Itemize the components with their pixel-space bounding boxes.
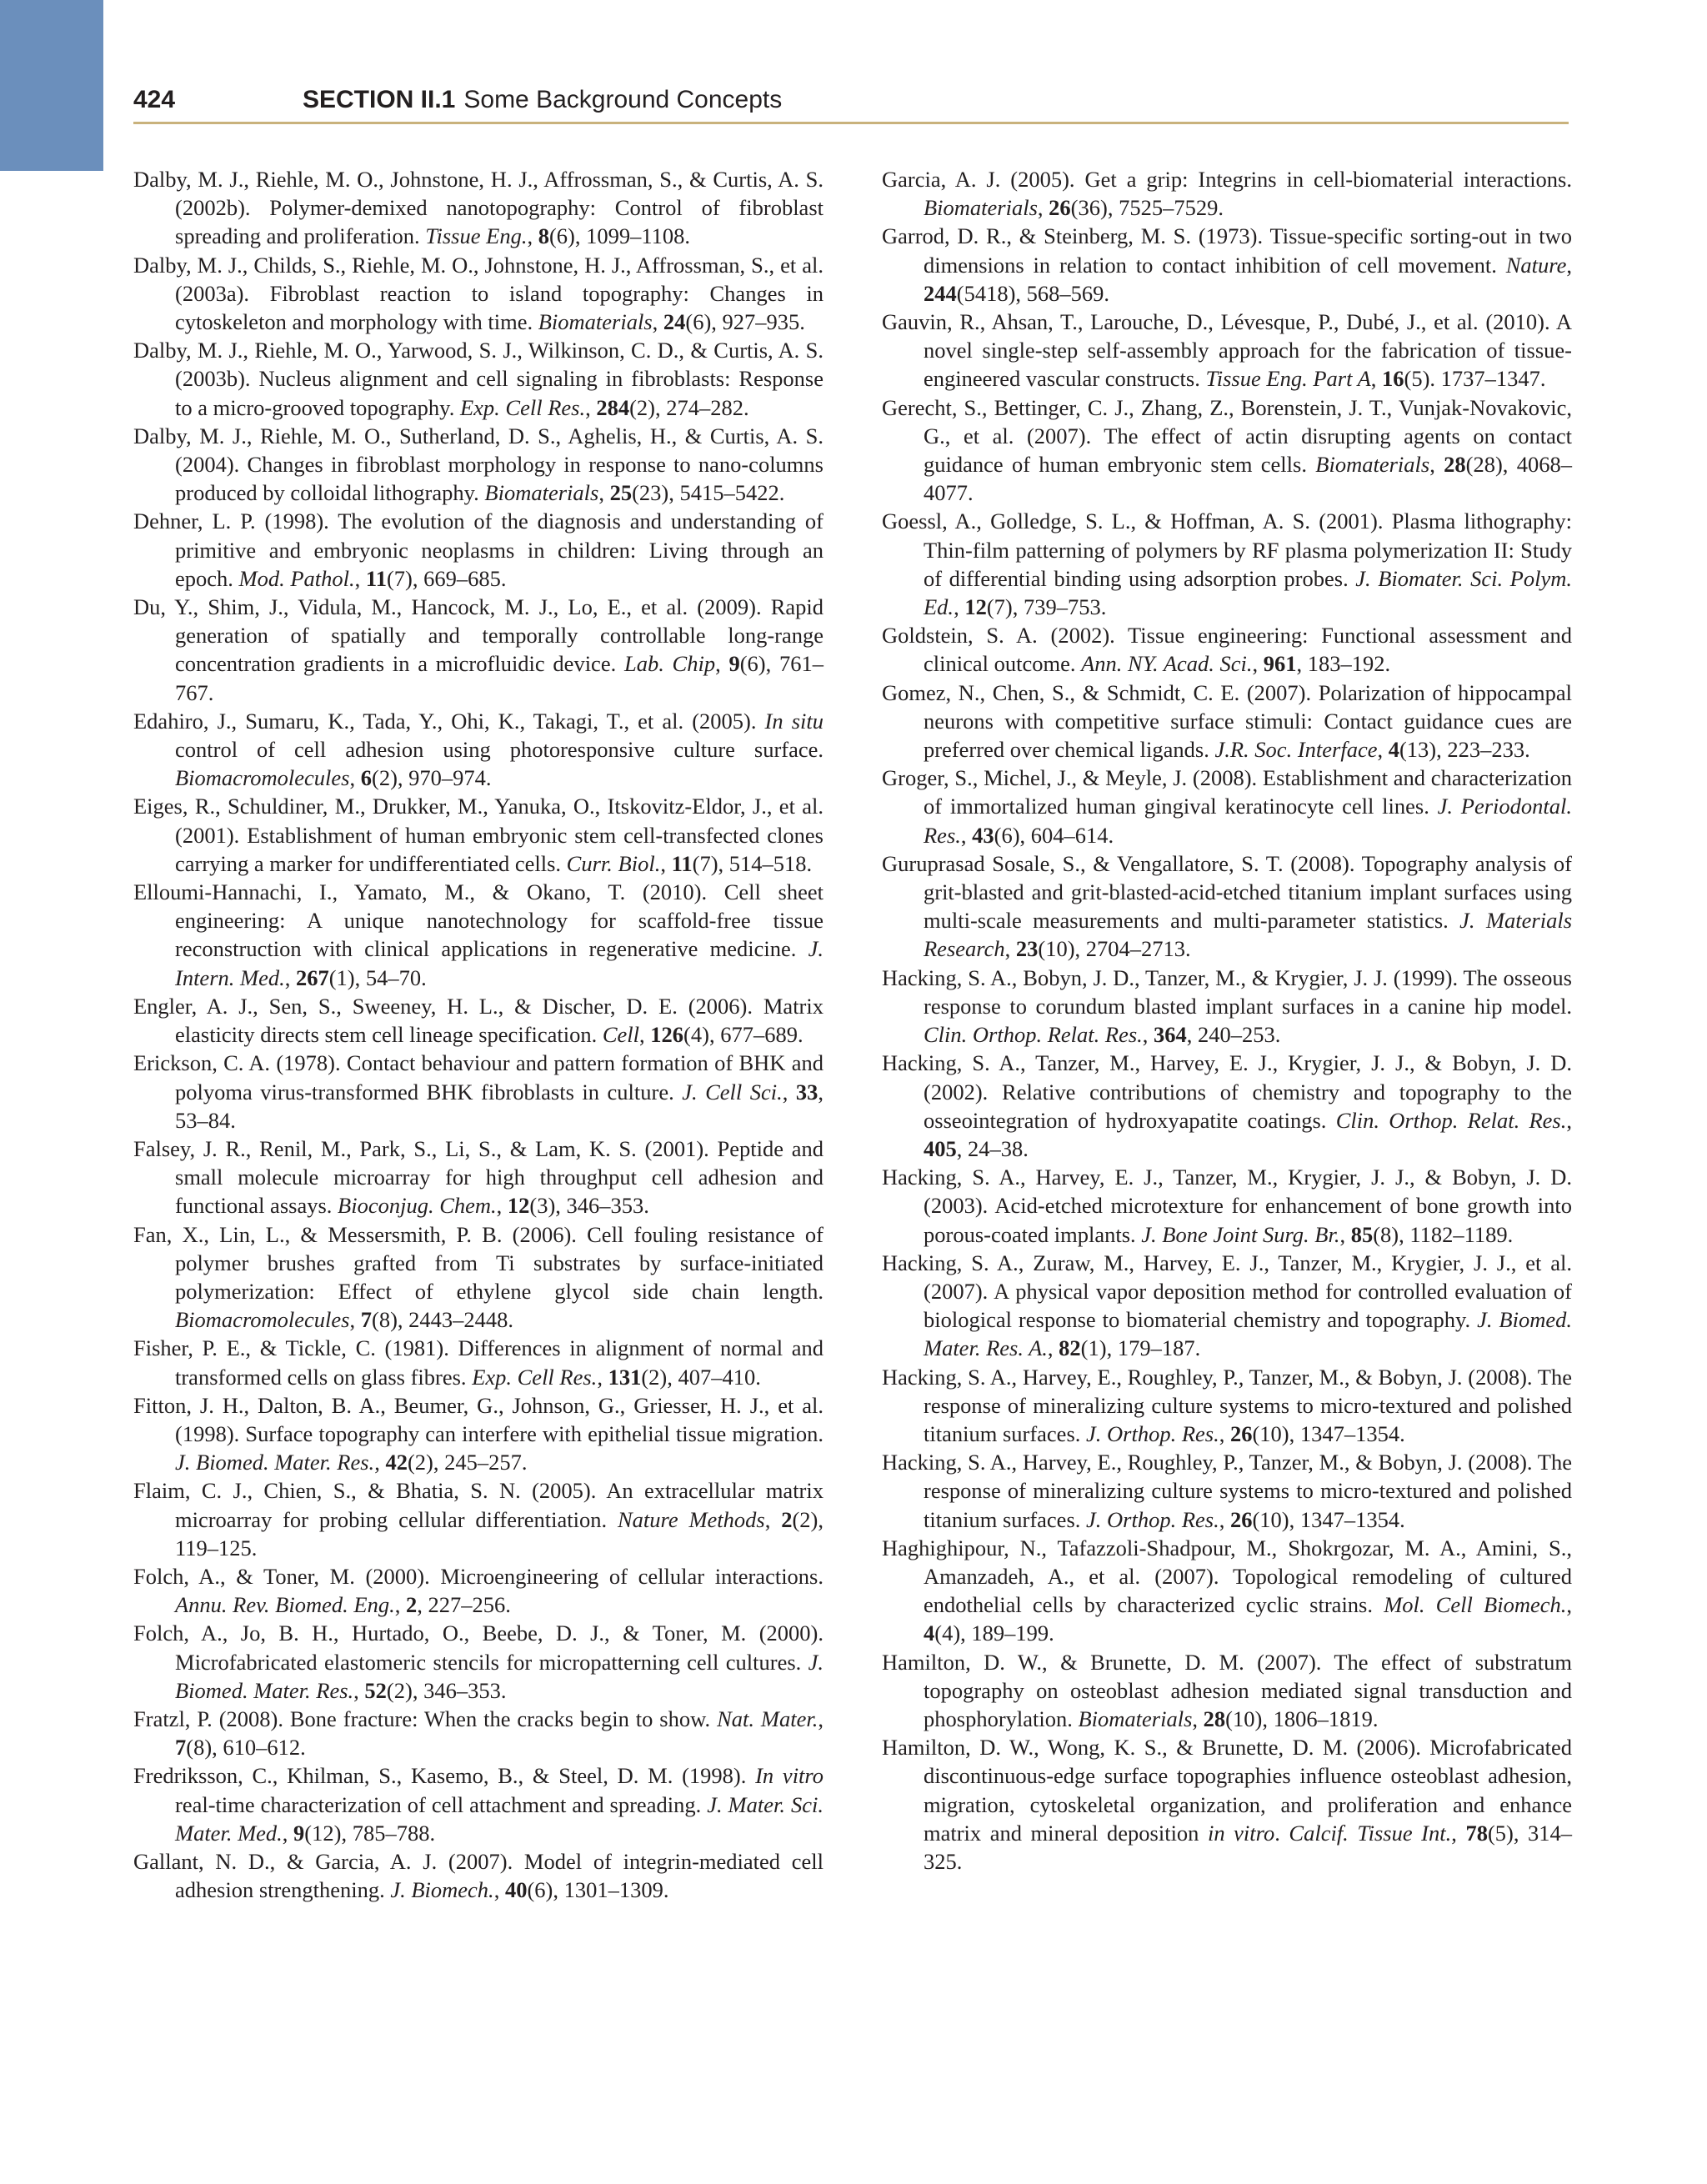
- reference-text: ,: [374, 1450, 386, 1475]
- reference-text: (8), 2443–2448.: [372, 1307, 514, 1333]
- reference-journal: In situ: [764, 708, 823, 734]
- reference-entry: [133, 165, 823, 251]
- reference-text: Fredriksson, C., Khilman, S., Kasemo, B., & Steel, D. M. (1998).: [133, 1763, 756, 1789]
- reference-volume: 244: [924, 280, 957, 306]
- reference-text: (36), 7525–7529.: [1070, 195, 1224, 221]
- reference-text: (2), 970–974.: [372, 765, 492, 791]
- reference-volume: 405: [924, 1135, 957, 1161]
- reference-entry: [133, 593, 823, 707]
- reference-entry: [133, 1705, 823, 1761]
- reference-journal: Biomaterials: [538, 309, 653, 335]
- reference-entry: [133, 1761, 823, 1847]
- reference-entry: [133, 1476, 823, 1562]
- reference-column-left: [133, 165, 823, 1904]
- reference-text: Dalby, M. J., Riehle, M. O., Yarwood, S. J., Wilkinson, C. D., & Curtis, A. S. (2003b). Nucleus alignment and cell signaling in fibroblasts: Response to a micro-grooved topography.: [133, 338, 823, 420]
- reference-volume: 6: [360, 765, 372, 791]
- reference-text: ,: [354, 565, 366, 591]
- reference-text: , 53–84.: [175, 1079, 823, 1133]
- reference-text: ,: [954, 594, 965, 620]
- reference-journal: Exp. Cell Res.: [459, 394, 586, 420]
- reference-text: Hamilton, D. W., & Brunette, D. M. (2007). The effect of substratum topography on osteoblast adhesion mediated signal transduction and phosphorylation.: [882, 1649, 1572, 1731]
- reference-volume: 26: [1229, 1420, 1253, 1446]
- reference-volume: 961: [1263, 651, 1297, 677]
- reference-text: .: [1274, 1820, 1289, 1846]
- reference-text: Goessl, A., Golledge, S. L., & Hoffman, A. S. (2001). Plasma lithography: Thin-film patterning of polymers by RF plasma polymerization II: Study of differential binding using adsorption probes.: [882, 508, 1572, 591]
- reference-journal: Lab. Chip: [623, 651, 716, 677]
- reference-text: ,: [1566, 1107, 1572, 1133]
- reference-volume: 40: [504, 1877, 528, 1903]
- reference-text: ,: [1377, 737, 1389, 763]
- reference-journal: Biomaterials: [1315, 452, 1430, 478]
- reference-entry: [882, 1733, 1572, 1876]
- reference-text: ,: [598, 480, 610, 506]
- reference-text: , 24–38.: [956, 1135, 1029, 1161]
- reference-journal: Clin. Orthop. Relat. Res.: [924, 1022, 1143, 1048]
- reference-text: (13), 223–233.: [1399, 737, 1530, 763]
- reference-text: ,: [715, 651, 729, 677]
- reference-text: Hacking, S. A., Zuraw, M., Harvey, E. J., Tanzer, M., Krygier, J. J., et al. (2007). A physical vapor deposition method for controlled evaluation of biological response to biomaterial chemistry and topography.: [882, 1250, 1572, 1333]
- reference-entry: [133, 1391, 823, 1477]
- reference-text: (28), 4068–4077.: [924, 452, 1572, 506]
- reference-journal: J. Biomech.: [390, 1877, 494, 1903]
- reference-journal: J. Mater. Sci. Mater. Med.: [175, 1791, 823, 1846]
- reference-text: (8), 610–612.: [186, 1735, 306, 1761]
- reference-text: real-time characterization of cell attachment and spreading.: [175, 1791, 708, 1817]
- reference-entry: [882, 165, 1572, 222]
- reference-volume: 9: [728, 651, 740, 677]
- reference-text: ,: [960, 822, 973, 848]
- reference-entry: [882, 621, 1572, 678]
- reference-text: ,: [493, 1877, 505, 1903]
- reference-text: ,: [1192, 1706, 1204, 1731]
- reference-journal: Curr. Biol.: [566, 850, 661, 876]
- reference-volume: 4: [924, 1620, 935, 1646]
- reference-journal: Calcif. Tissue Int.: [1289, 1820, 1452, 1846]
- reference-volume: 26: [1049, 195, 1071, 221]
- reference-text: Dalby, M. J., Riehle, M. O., Johnstone, H. J., Affrossman, S., & Curtis, A. S. (2002b). Polymer-demixed nanotopography: Control of fibroblast spreading and proliferation.: [133, 167, 823, 249]
- reference-text: (1), 179–187.: [1080, 1335, 1201, 1361]
- reference-text: Garcia, A. J. (2005). Get a grip: Integrins in cell-biomaterial interactions.: [882, 167, 1572, 192]
- reference-text: (8), 1182–1189.: [1373, 1221, 1514, 1247]
- reference-column-right: [882, 165, 1572, 1876]
- reference-entry: [133, 1135, 823, 1220]
- reference-text: (6), 927–935.: [685, 309, 805, 335]
- reference-journal: J. Biomater. Sci. Polym. Ed.: [924, 565, 1572, 620]
- reference-text: Goldstein, S. A. (2002). Tissue engineering: Functional assessment and clinical outcome.: [882, 623, 1572, 677]
- reference-text: Hacking, S. A., Harvey, E., Roughley, P., Tanzer, M., & Bobyn, J. (2008). The response of mineralizing culture systems to micro-textured and polished titanium surfaces.: [882, 1450, 1572, 1532]
- reference-text: ,: [282, 1820, 294, 1846]
- reference-entry: [882, 1448, 1572, 1534]
- reference-journal: J. Periodontal. Res.: [924, 794, 1572, 848]
- reference-text: Gauvin, R., Ahsan, T., Larouche, D., Lévesque, P., Dubé, J., et al. (2010). A novel single-step self-assembly approach for the fabrication of tissue-engineered vascular constructs.: [882, 309, 1572, 392]
- reference-journal: Biomaterials: [1078, 1706, 1193, 1731]
- reference-text: (3), 346–353.: [529, 1193, 649, 1219]
- header-rule: [133, 122, 1569, 124]
- reference-entry: [882, 964, 1572, 1049]
- reference-entry: [882, 507, 1572, 621]
- reference-volume: 28: [1203, 1706, 1226, 1731]
- reference-text: (4), 677–689.: [683, 1022, 803, 1048]
- reference-text: (6), 1301–1309.: [527, 1877, 669, 1903]
- reference-volume: 2: [405, 1592, 418, 1618]
- reference-journal: J. Orthop. Res.: [1086, 1506, 1219, 1532]
- reference-text: Eiges, R., Schuldiner, M., Drukker, M., Yanuka, O., Itskovitz-Eldor, J., et al. (2001). Establishment of human embryonic stem cell-transfected clones carrying a marker for undifferentiated cells.: [133, 794, 823, 876]
- reference-text: Edahiro, J., Sumaru, K., Tada, Y., Ohi, K., Takagi, T., et al. (2005).: [133, 708, 765, 734]
- reference-journal: J.R. Soc. Interface: [1214, 737, 1378, 763]
- reference-text: ,: [639, 1022, 651, 1048]
- reference-text: (5). 1737–1347.: [1404, 366, 1546, 392]
- running-header: [133, 80, 1567, 120]
- reference-text: ,: [496, 1193, 508, 1219]
- reference-entry: [133, 422, 823, 508]
- reference-journal: Bioconjug. Chem.: [338, 1193, 497, 1219]
- reference-text: Dalby, M. J., Childs, S., Riehle, M. O., Johnstone, H. J., Affrossman, S., et al. (2003a). Fibroblast reaction to island topography: Changes in cytoskeleton and morphology with time.: [133, 252, 823, 335]
- reference-text: Guruprasad Sosale, S., & Vengallatore, S. T. (2008). Topography analysis of grit-blasted and grit-blasted-acid-etched titanium implant surfaces using multi-scale measurements and multi-parameter statistics.: [882, 850, 1572, 934]
- reference-text: ,: [527, 223, 538, 249]
- reference-journal: J. Materials Research: [924, 908, 1573, 962]
- reference-text: control of cell adhesion using photoresponsive culture surface.: [175, 737, 823, 763]
- reference-text: ,: [585, 394, 597, 420]
- reference-text: ,: [1219, 1506, 1230, 1532]
- reference-text: ,: [1142, 1022, 1154, 1048]
- reference-journal: J. Biomed. Mater. Res.: [175, 1649, 823, 1703]
- reference-entry: [133, 1334, 823, 1390]
- reference-volume: 9: [293, 1820, 305, 1846]
- reference-text: ,: [782, 1079, 796, 1105]
- reference-journal: J. Orthop. Res.: [1086, 1420, 1219, 1446]
- reference-entry: [882, 849, 1572, 964]
- reference-text: Hacking, S. A., Tanzer, M., Harvey, E. J., Krygier, J. J., & Bobyn, J. D. (2002). Relative contributions of chemistry and topography to the osseointegration of hydroxyapatite coatings.: [882, 1050, 1572, 1133]
- reference-text: ,: [652, 309, 663, 335]
- reference-text: ,: [764, 1506, 782, 1532]
- reference-text: (1), 54–70.: [328, 964, 427, 990]
- reference-entry: [882, 1534, 1572, 1648]
- reference-text: (23), 5415–5422.: [632, 480, 785, 506]
- reference-text: (2), 346–353.: [386, 1677, 507, 1703]
- reference-volume: 42: [385, 1450, 408, 1475]
- reference-text: ,: [1037, 195, 1049, 221]
- reference-journal: in vitro: [1207, 1820, 1275, 1846]
- reference-text: Dehner, L. P. (1998). The evolution of the diagnosis and understanding of primitive and embryonic neoplasms in children: Living through an epoch.: [133, 508, 823, 591]
- reference-volume: 131: [608, 1364, 642, 1390]
- reference-journal: Cell: [602, 1022, 640, 1048]
- reference-text: ,: [353, 1677, 365, 1703]
- reference-entry: [133, 1562, 823, 1619]
- reference-volume: 11: [365, 565, 387, 591]
- reference-text: (12), 785–788.: [304, 1820, 436, 1846]
- reference-text: ,: [1339, 1221, 1351, 1247]
- reference-text: Gomez, N., Chen, S., & Schmidt, C. E. (2007). Polarization of hippocampal neurons with competitive surface stimuli: Contact guidance cues are preferred over chemical ligands.: [882, 679, 1572, 763]
- reference-text: Hacking, S. A., Bobyn, J. D., Tanzer, M., & Krygier, J. J. (1999). The osseous response to corundum blasted implant surfaces in a canine hip model.: [882, 964, 1572, 1019]
- reference-volume: 4: [1388, 737, 1399, 763]
- reference-text: (10), 1347–1354.: [1252, 1506, 1405, 1532]
- reference-text: ,: [284, 964, 296, 990]
- reference-text: (6), 761–767.: [175, 651, 824, 705]
- reference-text: (5418), 568–569.: [956, 280, 1110, 306]
- reference-text: Folch, A., & Toner, M. (2000). Microengineering of cellular interactions.: [133, 1563, 823, 1589]
- reference-volume: 26: [1229, 1506, 1253, 1532]
- reference-journal: J. Biomed. Mater. Res.: [175, 1450, 375, 1475]
- reference-journal: J. Biomed. Mater. Res. A.: [924, 1307, 1572, 1361]
- reference-text: (2), 119–125.: [175, 1506, 823, 1560]
- reference-journal: Clin. Orthop. Relat. Res.: [1335, 1107, 1567, 1133]
- reference-text: ,: [1004, 936, 1016, 962]
- reference-volume: 7: [175, 1735, 187, 1761]
- reference-entry: [882, 1648, 1572, 1734]
- reference-volume: 85: [1350, 1221, 1374, 1247]
- reference-text: (7), 669–685.: [386, 565, 507, 591]
- reference-entry: [882, 393, 1572, 508]
- reference-volume: 25: [609, 480, 633, 506]
- reference-entry: [133, 1220, 823, 1335]
- reference-volume: 33: [795, 1079, 818, 1105]
- reference-volume: 43: [972, 822, 994, 848]
- reference-text: (7), 739–753.: [986, 594, 1107, 620]
- reference-entry: [133, 707, 823, 793]
- reference-entry: [882, 764, 1572, 849]
- reference-text: Erickson, C. A. (1978). Contact behaviour and pattern formation of BHK and polyoma virus-transformed BHK fibroblasts in culture.: [133, 1050, 823, 1105]
- reference-journal: J. Intern. Med.: [175, 936, 823, 990]
- reference-entry: [882, 1249, 1572, 1363]
- reference-entry: [882, 308, 1572, 393]
- reference-text: Du, Y., Shim, J., Vidula, M., Hancock, M. J., Lo, E., et al. (2009). Rapid generation of spatially and temporally controllable long-range concentration gradients in a microfluidic device.: [133, 594, 823, 677]
- reference-journal: J. Bone Joint Surg. Br.: [1141, 1221, 1340, 1247]
- reference-volume: 52: [364, 1677, 387, 1703]
- reference-volume: 126: [650, 1022, 684, 1048]
- reference-entry: [133, 336, 823, 422]
- reference-entry: [882, 679, 1572, 764]
- reference-text: , 183–192.: [1296, 651, 1391, 677]
- reference-text: ,: [394, 1592, 406, 1618]
- reference-text: Falsey, J. R., Renil, M., Park, S., Li, S., & Lam, K. S. (2001). Peptide and small molecule microarray for high throughput cell adhesion and functional assays.: [133, 1135, 823, 1219]
- reference-entry: [133, 1049, 823, 1135]
- page-number: 424: [133, 86, 176, 113]
- reference-volume: 12: [964, 594, 987, 620]
- reference-journal: Tissue Eng.: [425, 223, 528, 249]
- reference-text: (7), 514–518.: [692, 850, 813, 876]
- reference-text: (2), 407–410.: [641, 1364, 761, 1390]
- reference-journal: Nat. Mater.: [717, 1706, 818, 1731]
- reference-text: ,: [349, 1307, 361, 1333]
- reference-text: ,: [1047, 1335, 1059, 1361]
- reference-text: ,: [1252, 651, 1264, 677]
- reference-text: Elloumi-Hannachi, I., Yamato, M., & Okano, T. (2010). Cell sheet engineering: A unique nanotechnology for scaffold-free tissue reconstruction with clinical applications in regenerative medicine.: [133, 879, 823, 962]
- reference-entry: [133, 992, 823, 1049]
- reference-text: Dalby, M. J., Riehle, M. O., Sutherland, D. S., Aghelis, H., & Curtis, A. S. (2004). Changes in fibroblast morphology in response to nano-columns produced by colloidal lithography.: [133, 423, 823, 506]
- reference-journal: Tissue Eng. Part A: [1205, 366, 1371, 392]
- reference-volume: 284: [596, 394, 630, 420]
- reference-text: (6), 604–614.: [994, 822, 1114, 848]
- reference-text: Hacking, S. A., Harvey, E. J., Tanzer, M., Krygier, J. J., & Bobyn, J. D. (2003). Acid-etched microtexture for enhancement of bone growth into porous-coated implants.: [882, 1165, 1572, 1247]
- reference-journal: Mod. Pathol.: [238, 565, 355, 591]
- reference-journal: Biomaterials: [924, 195, 1038, 221]
- reference-volume: 24: [663, 309, 686, 335]
- reference-journal: J. Cell Sci.: [682, 1079, 783, 1105]
- reference-entry: [133, 251, 823, 337]
- reference-journal: Exp. Cell Res.: [472, 1364, 598, 1390]
- reference-volume: 364: [1154, 1022, 1187, 1048]
- reference-text: (2), 245–257.: [407, 1450, 528, 1475]
- reference-volume: 7: [360, 1307, 372, 1333]
- reference-text: Hacking, S. A., Harvey, E., Roughley, P., Tanzer, M., & Bobyn, J. (2008). The response of mineralizing culture systems to micro-textured and polished titanium surfaces.: [882, 1364, 1572, 1446]
- reference-volume: 11: [671, 850, 693, 876]
- reference-volume: 16: [1382, 366, 1404, 392]
- reference-text: ,: [660, 850, 672, 876]
- reference-volume: 82: [1059, 1335, 1081, 1361]
- reference-entry: [133, 878, 823, 992]
- reference-entry: [882, 1363, 1572, 1449]
- reference-volume: 267: [295, 964, 329, 990]
- reference-volume: 8: [538, 223, 549, 249]
- reference-text: (5), 314–325.: [924, 1820, 1573, 1874]
- reference-text: Fan, X., Lin, L., & Messersmith, P. B. (2006). Cell fouling resistance of polymer brushes grafted from Ti substrates by surface-initiated polymerization: Effect of ethylene glycol side chain length.: [133, 1221, 823, 1304]
- reference-text: ,: [349, 765, 361, 791]
- reference-volume: 78: [1465, 1820, 1488, 1846]
- reference-text: Engler, A. J., Sen, S., Sweeney, H. L., & Discher, D. E. (2006). Matrix elasticity directs stem cell lineage specification.: [133, 993, 823, 1048]
- reference-text: Groger, S., Michel, J., & Meyle, J. (2008). Establishment and characterization of immortalized human gingival keratinocyte cell lines.: [882, 765, 1572, 819]
- reference-entry: [882, 222, 1572, 308]
- reference-text: Fratzl, P. (2008). Bone fracture: When the cracks begin to show.: [133, 1706, 718, 1731]
- reference-text: ,: [1429, 452, 1444, 478]
- reference-text: Garrod, D. R., & Steinberg, M. S. (1973). Tissue-specific sorting-out in two dimensions in relation to contact inhibition of cell movement.: [882, 223, 1572, 278]
- section-color-tab: [0, 0, 103, 171]
- reference-volume: 12: [507, 1193, 530, 1219]
- reference-text: Hamilton, D. W., Wong, K. S., & Brunette, D. M. (2006). Microfabricated discontinuous-edge surface topographies influence osteoblast adhesion, migration, cytoskeletal organization, and proliferation and enhance matrix and mineral deposition: [882, 1735, 1572, 1846]
- reference-text: (2), 274–282.: [629, 394, 749, 420]
- reference-journal: Biomacromolecules: [175, 1307, 350, 1333]
- reference-volume: 28: [1444, 452, 1466, 478]
- reference-text: ,: [1566, 252, 1572, 278]
- reference-journal: Annu. Rev. Biomed. Eng.: [175, 1592, 395, 1618]
- section-title: Some Background Concepts: [463, 86, 783, 113]
- reference-text: (10), 2704–2713.: [1038, 936, 1191, 962]
- reference-text: ,: [1219, 1420, 1230, 1446]
- reference-text: , 227–256.: [417, 1592, 511, 1618]
- reference-text: ,: [1370, 366, 1383, 392]
- reference-text: ,: [1451, 1820, 1466, 1846]
- reference-volume: 23: [1015, 936, 1039, 962]
- reference-text: Gerecht, S., Bettinger, C. J., Zhang, Z., Borenstein, J. T., Vunjak-Novakovic, G., et al. (2007). The effect of actin disrupting agents on contact guidance of human embryonic stem cells.: [882, 394, 1572, 478]
- reference-text: (10), 1347–1354.: [1252, 1420, 1405, 1446]
- reference-text: ,: [818, 1706, 823, 1731]
- reference-entry: [133, 792, 823, 878]
- reference-text: Fitton, J. H., Dalton, B. A., Beumer, G., Johnson, G., Griesser, H. J., et al. (1998). Surface topography can interfere with epithelial tissue migration.: [133, 1392, 823, 1446]
- reference-journal: Nature Methods: [617, 1506, 765, 1532]
- reference-entry: [133, 1619, 823, 1705]
- reference-text: Folch, A., Jo, B. H., Hurtado, O., Beebe, D. J., & Toner, M. (2000). Microfabricated elastomeric stencils for micropatterning cell cultures.: [133, 1620, 823, 1675]
- reference-text: (6), 1099–1108.: [548, 223, 690, 249]
- reference-text: Gallant, N. D., & Garcia, A. J. (2007). Model of integrin-mediated cell adhesion strengthening.: [133, 1848, 823, 1903]
- reference-entry: [882, 1049, 1572, 1163]
- reference-journal: Mol. Cell Biomech.: [1384, 1592, 1567, 1618]
- reference-entry: [882, 1163, 1572, 1249]
- reference-entry: [133, 1847, 823, 1904]
- reference-text: ,: [597, 1364, 608, 1390]
- reference-journal: Biomaterials: [484, 480, 599, 506]
- reference-entry: [133, 507, 823, 593]
- reference-text: (10), 1806–1819.: [1225, 1706, 1379, 1731]
- reference-journal: Ann. NY. Acad. Sci.: [1081, 651, 1253, 677]
- reference-text: , 240–253.: [1186, 1022, 1281, 1048]
- reference-text: Flaim, C. J., Chien, S., & Bhatia, S. N. (2005). An extracellular matrix microarray for probing cellular differentiation.: [133, 1478, 823, 1532]
- section-label: SECTION II.1: [303, 86, 456, 113]
- reference-text: ,: [1566, 1592, 1572, 1618]
- reference-journal: In vitro: [755, 1763, 823, 1789]
- reference-text: Haghighipour, N., Tafazzoli-Shadpour, M., Shokrgozar, M. A., Amini, S., Amanzadeh, A., et al. (2007). Topological remodeling of cultured endothelial cells by characterized cyclic strains.: [882, 1535, 1572, 1618]
- reference-volume: 2: [781, 1506, 793, 1532]
- reference-journal: Biomacromolecules: [175, 765, 350, 791]
- reference-text: (4), 189–199.: [934, 1620, 1054, 1646]
- reference-journal: Nature: [1505, 252, 1567, 278]
- reference-text: Fisher, P. E., & Tickle, C. (1981). Differences in alignment of normal and transformed cells on glass fibres.: [133, 1335, 823, 1390]
